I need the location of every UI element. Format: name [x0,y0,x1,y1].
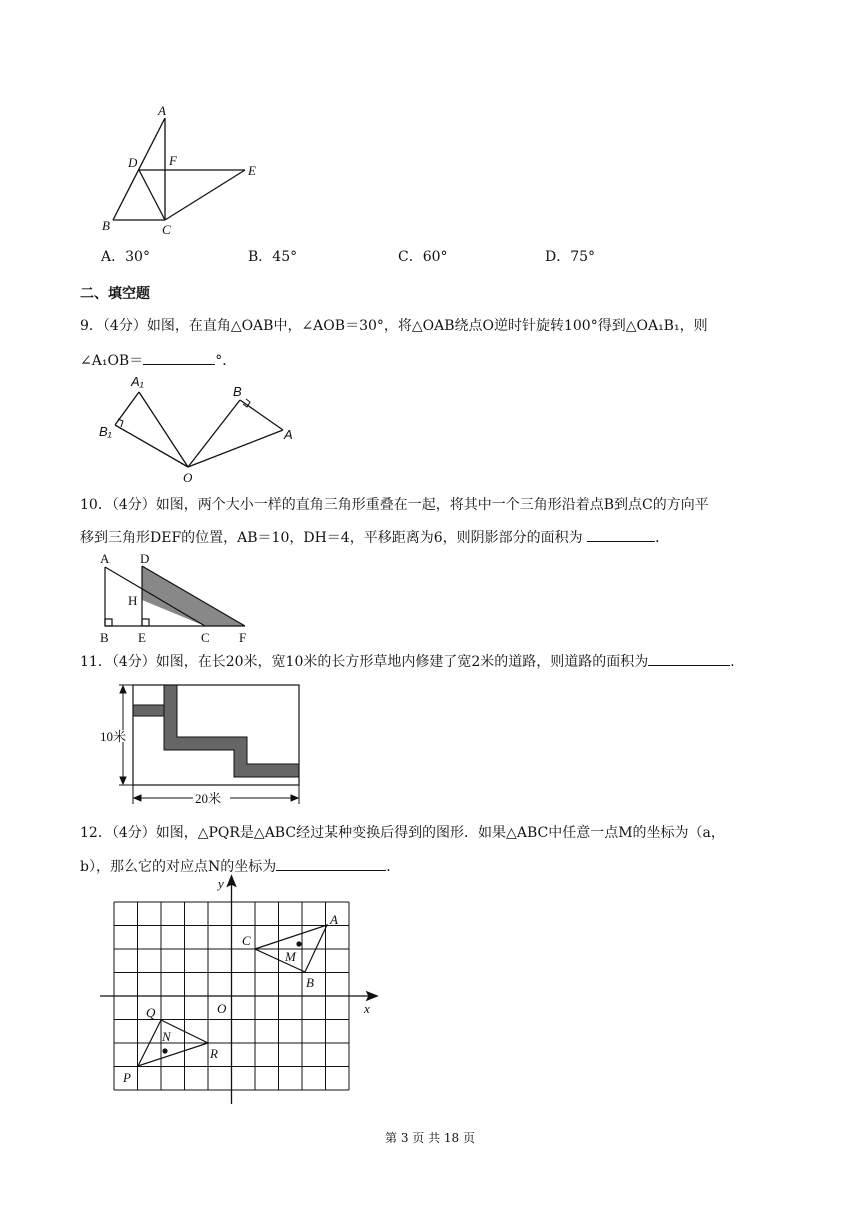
q9-label-a: A [284,427,293,442]
q11-label-width: 20米 [195,791,222,806]
q10-figure [95,550,265,646]
q8-label-f: F [169,153,177,168]
q8-option-c: C．60° [398,249,448,265]
q8-label-b: B [102,218,110,233]
q9-line-2: ∠A₁OB＝ °． [80,350,780,371]
q8-label-d: D [128,155,138,170]
q9-label-b1: B₁ [99,424,112,439]
q10-label-e: E [138,630,146,645]
q12-line-1: 12．（4分）如图，△PQR是△ABC经过某种变换后得到的图形．如果△ABC中任意一点M的坐标为（a， [80,825,725,841]
q9-label-b: B [233,384,242,399]
q8-figure [90,100,270,240]
q10-label-a: A [100,551,110,566]
q8-label-a: A [158,103,166,118]
q10-label-h: H [128,593,138,608]
q11-label-height: 10米 [100,729,127,744]
q10-line-1: 10．（4分）如图，两个大小一样的直角三角形重叠在一起，将其中一个三角形沿着点B到点C的方向平 [80,497,709,513]
section-title: 二、填空题 [80,286,150,302]
q12-label-p: P [123,1070,131,1085]
q12-label-q: Q [146,1005,156,1020]
q12-label-b: B [306,975,314,990]
q12-line-2: b），那么它的对应点N的坐标为 ． [80,856,780,877]
q12-label-y: y [218,876,224,891]
q9-label-o: O [183,470,193,485]
q10-line-2: 移到三角形DEF的位置，AB＝10，DH＝4，平移距离为6，则阴影部分的面积为 ． [80,527,780,548]
q10-label-c: C [201,630,210,645]
q10-label-b: B [100,630,109,645]
q8-option-a: A．30° [101,249,150,265]
q9-line-1: 9．（4分）如图，在直角△OAB中，∠AOB＝30°，将△OAB绕点O逆时针旋转100°得到△OA₁B₁，则 [80,318,708,334]
q12-label-a: A [330,912,338,927]
q12-label-o: O [217,1001,227,1016]
q11-figure [95,680,310,808]
q12-figure [95,872,380,1107]
q12-label-m: M [285,949,296,964]
q12-label-c: C [242,933,251,948]
q8-label-e: E [248,163,256,178]
q12-label-r: R [210,1046,218,1061]
page-footer: 第 3 页 共 18 页 [385,1131,475,1145]
q8-option-b: B．45° [248,249,298,265]
q9-label-a1: A₁ [131,374,144,389]
q8-option-d: D．75° [545,249,596,265]
q10-label-d: D [140,551,150,566]
q12-label-n: N [162,1029,171,1044]
q12-label-x: x [364,1001,370,1016]
q10-label-f: F [239,630,247,645]
q9-figure [95,370,305,485]
q11-line-1: 11．（4分）如图，在长20米，宽10米的长方形草地内修建了宽2米的道路，则道路的面积为 ． [80,651,780,672]
q8-label-c: C [162,222,171,237]
